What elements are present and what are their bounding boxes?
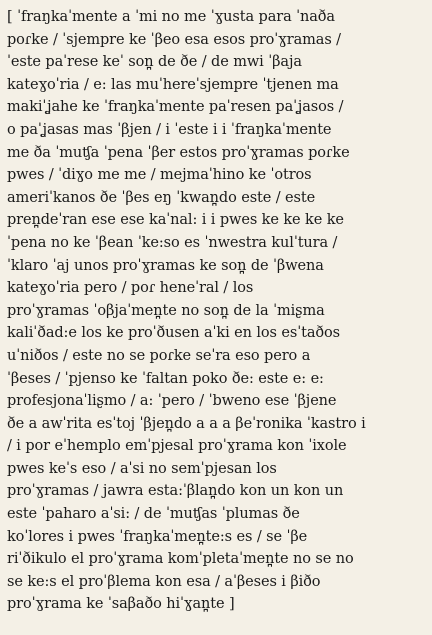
- transcript-line: me ða ˈmuʧa ˈpena ˈβer estos proˈɣramas poɾke: [7, 144, 350, 161]
- transcript-line: kateɣoˈria / e: las muˈhereˈsjempre ˈtjenen ma: [7, 76, 339, 93]
- transcript-line: ˈeste paˈrese keˈ son̪ de ðe / de mwi ˈβaja: [7, 54, 302, 71]
- transcript-line: poɾke / ˈsjempre ke ˈβeo esa esos proˈɣramas /: [7, 31, 341, 48]
- transcript-line: ˈklaro ˈaj unos proˈɣramas ke son̪ de ˈβwena: [7, 257, 324, 274]
- transcript-line: pwes keˈs eso / aˈsi no semˈpjesan los: [7, 460, 277, 477]
- transcript-line: [ ˈfraŋkaˈmente a ˈmi no me ˈɣusta para ˈnaða: [7, 9, 335, 25]
- transcript-line: uˈniðos / este no se poɾke seˈra eso pero a: [7, 347, 311, 364]
- transcript-line: se ke:s el proˈβlema kon esa / aˈβeses i βiðo: [7, 573, 321, 590]
- transcript-line: ˈβeses / ˈpjenso ke ˈfaltan poko ðe: este e: e:: [7, 370, 324, 387]
- transcript-line: proˈɣrama ke ˈsaβaðo hiˈɣan̪te ]: [7, 596, 235, 613]
- transcript-line: o paˈʝasas mas ˈβjen / i ˈeste i i ˈfraŋkaˈmente: [7, 121, 332, 138]
- transcript-line: koˈlores i pwes ˈfraŋkaˈmen̪te:s es / se ˈβe: [7, 528, 308, 545]
- transcript-line: ameriˈkanos ðe ˈβes eŋ ˈkwan̪do este / este: [7, 189, 316, 206]
- transcript-line: proˈɣramas / jawra esta:ˈβlan̪do kon un kon un: [7, 483, 344, 500]
- transcript-line: pren̪deˈran ese ese kaˈnal: i i pwes ke ke ke ke: [7, 212, 344, 229]
- transcript-line: kaliˈðad:e los ke proˈðusen aˈki en los esˈtaðos: [7, 325, 340, 342]
- transcript-line: profesjonaˈliʂmo / a: ˈpero / ˈbweno ese ˈβjene: [7, 393, 337, 410]
- transcript-line: proˈɣramas ˈoβjaˈmen̪te no son̪ de la ˈmiʂma: [7, 302, 325, 319]
- transcript-line: ˈpena no ke ˈβean ˈke:so es ˈnwestra kulˈtura /: [7, 234, 338, 251]
- transcript-line: ðe a awˈrita esˈtoj ˈβjen̪do a a a βeˈronika ˈkastro i: [7, 415, 366, 432]
- transcript-line: riˈðikulo el proˈɣrama komˈpletaˈmen̪te no se no: [7, 551, 354, 568]
- transcript-line: makiˈʝahe ke ˈfraŋkaˈmente paˈresen paˈʝasos /: [7, 99, 344, 116]
- transcript-line: / i por eˈhemplo emˈpjesal proˈɣrama kon ˈixole: [7, 438, 347, 455]
- transcript-line: pwes / ˈdiɣo me me / mejmaˈhino ke ˈotros: [7, 167, 312, 184]
- transcript-line: este ˈpaharo aˈsi: / de ˈmuʧas ˈplumas ðe: [7, 506, 300, 523]
- transcript-line: kateɣoˈria pero / poɾ heneˈral / los: [7, 280, 254, 297]
